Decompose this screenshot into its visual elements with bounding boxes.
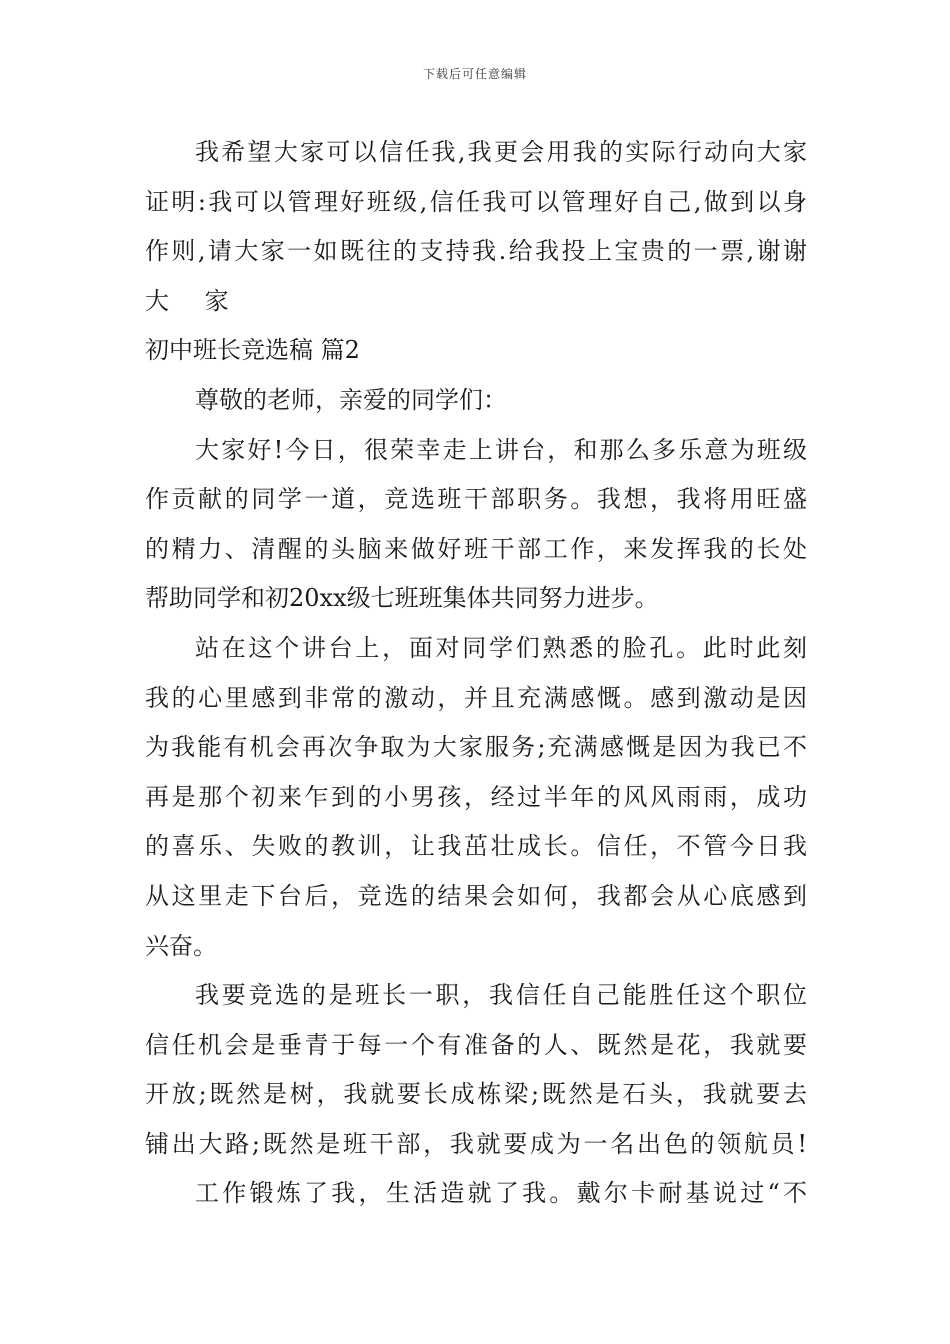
paragraph-line: 帮助同学和初20xx级七班班集体共同努力进步。 — [145, 584, 659, 613]
paragraph-closing — [145, 128, 807, 326]
paragraph-work — [145, 1169, 807, 1219]
paragraph-line: 的喜乐、失败的教训，让我茁壮成长。信任，不管今日我 — [145, 832, 807, 861]
document-body — [145, 128, 807, 1219]
paragraph-line: 开放;既然是树，我就要长成栋梁;既然是石头，我就要去 — [145, 1080, 807, 1109]
paragraph-line: 信任机会是垂青于每一个有准备的人、既然是花，我就要 — [145, 1030, 807, 1059]
header-note: 下载后可任意编辑 — [422, 67, 527, 81]
paragraph-line: 兴奋。 — [145, 931, 217, 960]
paragraph-line: 我要竞选的是班长一职，我信任自己能胜任这个职位 — [195, 981, 807, 1010]
paragraph-line: 为我能有机会再次争取为大家服务;充满感慨是因为我已不 — [145, 733, 807, 762]
paragraph-line: 我希望大家可以信任我,我更会用我的实际行动向大家 — [195, 138, 807, 166]
paragraph-line: 工作锻炼了我，生活造就了我。戴尔卡耐基说过“不 — [195, 1179, 807, 1208]
paragraph-line: 的精力、清醒的头脑来做好班干部工作，来发挥我的长处 — [145, 534, 807, 563]
paragraph-line: 作则,请大家一如既往的支持我.给我投上宝贵的一票,谢谢 — [145, 237, 807, 266]
paragraph-line: 大 家 — [145, 286, 243, 315]
paragraph-line: 从这里走下台后，竞选的结果会如何，我都会从心底感到 — [145, 881, 807, 910]
paragraph-intro — [145, 426, 807, 624]
paragraph-goal — [145, 971, 807, 1169]
paragraph-line: 站在这个讲台上，面对同学们熟悉的脸孔。此时此刻 — [195, 633, 807, 662]
paragraph-line: 再是那个初来乍到的小男孩，经过半年的风风雨雨，成功 — [145, 782, 807, 811]
paragraph-line: 铺出大路;既然是班干部，我就要成为一名出色的领航员! — [145, 1129, 807, 1158]
section-title: 初中班长竞选稿 篇2 — [145, 336, 360, 365]
paragraph-line: 证明:我可以管理好班级,信任我可以管理好自己,做到以身 — [145, 187, 807, 216]
paragraph-line: 作贡献的同学一道，竞选班干部职务。我想，我将用旺盛 — [145, 485, 807, 514]
paragraph-line: 我的心里感到非常的激动，并且充满感慨。感到激动是因 — [145, 683, 807, 712]
paragraph-line: 大家好!今日，很荣幸走上讲台，和那么多乐意为班级 — [195, 435, 807, 464]
paragraph-feelings — [145, 624, 807, 971]
greeting: 尊敬的老师，亲爱的同学们： — [195, 385, 507, 414]
